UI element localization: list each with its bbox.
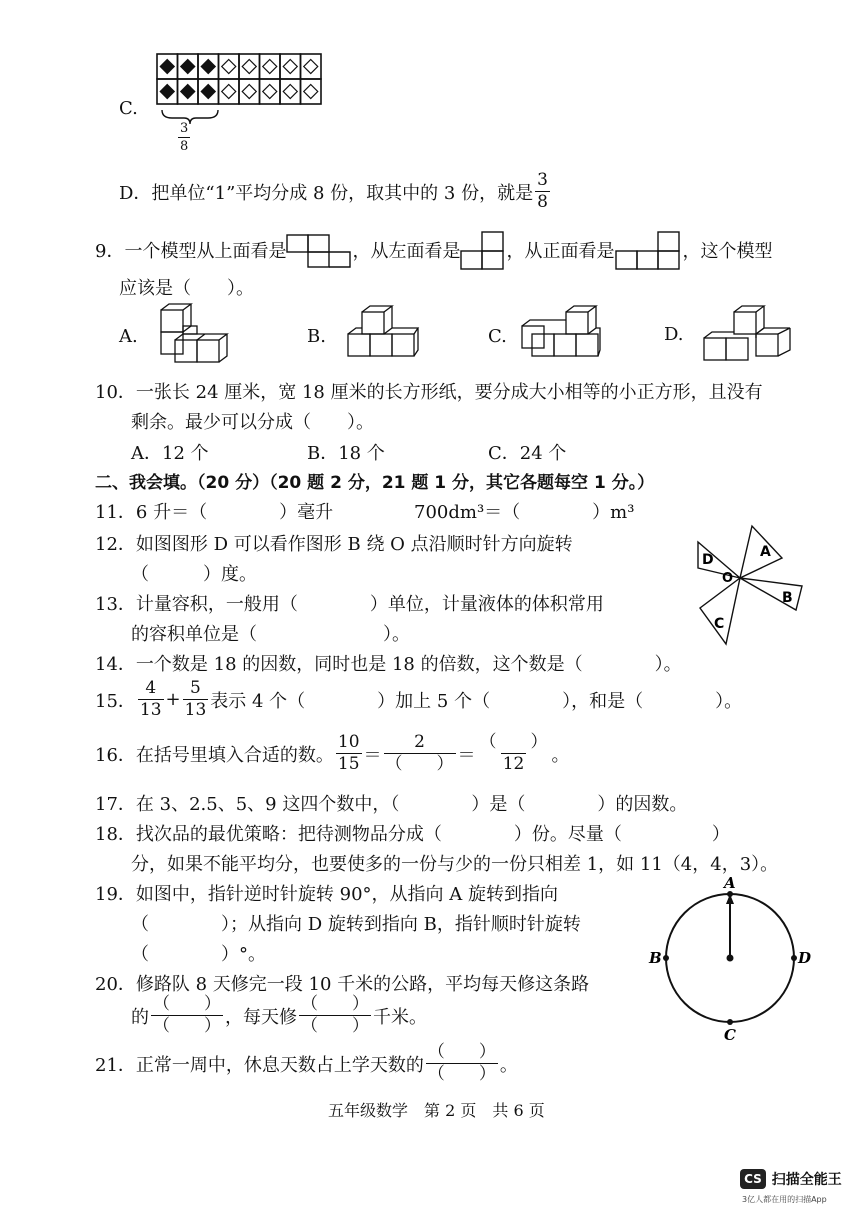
q8-option-c-grid bbox=[155, 52, 325, 110]
fraction-denominator-blank[interactable]: （ ） bbox=[301, 1016, 369, 1036]
fraction-numerator-blank[interactable]: （ ） bbox=[427, 1042, 496, 1062]
filled-diamond-icon bbox=[160, 85, 174, 99]
pinwheel-label-a: A bbox=[760, 544, 771, 560]
q12-line-1: 12．如图图形 D 可以看作图形 B 绕 O 点沿顺时针方向旋转 bbox=[95, 534, 573, 555]
filled-diamond-icon bbox=[201, 60, 215, 74]
q15-label: 15． bbox=[95, 690, 136, 712]
q11-part-a: 11．6 升＝（ ）毫升 bbox=[95, 502, 334, 523]
q9-option-a-label: A. bbox=[119, 326, 138, 347]
front-view-icon bbox=[614, 230, 682, 270]
page-footer: 五年级数学 第 2 页 共 6 页 bbox=[328, 1101, 545, 1120]
q10-line-1: 10．一张长 24 厘米，宽 18 厘米的长方形纸，要分成大小相等的小正方形，且没有 bbox=[95, 382, 763, 403]
q9-option-b-cubes bbox=[342, 300, 422, 366]
q16-fraction-2 bbox=[384, 734, 456, 773]
scanner-watermark bbox=[740, 1168, 842, 1189]
top-view-icon bbox=[286, 232, 352, 268]
q9-option-c-cubes bbox=[520, 300, 604, 366]
q9-text-2: ，从左面看是 bbox=[352, 241, 461, 262]
fraction-denominator: 12 bbox=[502, 754, 525, 774]
equals-sign: ＝ bbox=[457, 744, 476, 766]
q8-option-d-text: D．把单位“1”平均分成 8 份，取其中的 3 份，就是 bbox=[119, 182, 534, 204]
filled-diamond-icon bbox=[181, 60, 195, 74]
empty-diamond-icon bbox=[304, 60, 318, 74]
fraction-numerator: （ ） bbox=[479, 732, 548, 752]
empty-diamond-icon bbox=[283, 60, 297, 74]
q20-blank-fraction-1[interactable] bbox=[151, 996, 223, 1035]
q21-text: 21．正常一周中，休息天数占上学天数的 bbox=[95, 1054, 424, 1076]
q13-line-2: 的容积单位是（ ）。 bbox=[131, 624, 410, 645]
pinwheel-label-d: D bbox=[702, 552, 714, 568]
q15-text: 表示 4 个（ ）加上 5 个（ ），和是（ ）。 bbox=[210, 690, 743, 712]
q20-comma-text: ，每天修 bbox=[225, 1006, 297, 1028]
q19-line-1: 19．如图中，指针逆时针旋转 90°，从指向 A 旋转到指向 bbox=[95, 884, 558, 905]
empty-diamond-icon bbox=[283, 85, 297, 99]
equals-sign: ＝ bbox=[363, 744, 382, 766]
q16-label: 16．在括号里填入合适的数。 bbox=[95, 744, 334, 766]
q19-line-2: （ ）；从指向 D 旋转到指向 B，指针顺时针旋转 bbox=[131, 914, 581, 935]
q15-fraction-1 bbox=[138, 680, 164, 719]
left-view-icon bbox=[460, 230, 506, 270]
q9-text-1: 9．一个模型从上面看是 bbox=[95, 241, 287, 262]
dial-label-a: A bbox=[724, 874, 736, 892]
q21-question bbox=[95, 1044, 518, 1083]
pinwheel-figure bbox=[692, 520, 808, 648]
q21-end: 。 bbox=[499, 1054, 518, 1076]
q10-option-c: C．24 个 bbox=[488, 443, 567, 464]
fraction-denominator: 8 bbox=[180, 139, 189, 154]
q17-text: 17．在 3、2.5、5、9 这四个数中，（ ）是（ ）的因数。 bbox=[95, 794, 688, 815]
fraction-numerator-blank[interactable]: （ ） bbox=[301, 994, 369, 1014]
q10-line-2: 剩余。最少可以分成（ ）。 bbox=[131, 412, 374, 433]
q20-de: 的 bbox=[131, 1006, 149, 1028]
q16-fraction-3 bbox=[478, 734, 550, 773]
q8-option-d bbox=[119, 172, 552, 211]
dial-label-d: D bbox=[798, 949, 812, 967]
q8-c-fraction bbox=[178, 122, 190, 153]
fraction-denominator: （ ） bbox=[385, 754, 454, 774]
q16-fraction-1 bbox=[336, 734, 362, 773]
q15-question bbox=[95, 680, 742, 719]
empty-diamond-icon bbox=[242, 60, 256, 74]
fraction-denominator-blank[interactable]: （ ） bbox=[427, 1064, 496, 1084]
watermark-name: 扫描全能王 bbox=[771, 1172, 842, 1188]
dial-figure bbox=[645, 872, 815, 1044]
filled-diamond-icon bbox=[201, 85, 215, 99]
q11-part-b: 700dm³＝（ ）m³ bbox=[414, 502, 635, 523]
fraction-numerator: 5 bbox=[190, 678, 201, 698]
fraction-denominator: 8 bbox=[537, 192, 548, 212]
q12-line-2: （ ）度。 bbox=[131, 564, 257, 585]
q9-option-b-label: B. bbox=[307, 326, 326, 347]
q20-unit: 千米。 bbox=[373, 1006, 427, 1028]
q16-end: 。 bbox=[551, 744, 570, 766]
q20-blank-fraction-2[interactable] bbox=[299, 996, 371, 1035]
q9-text-3: ，从正面看是 bbox=[506, 241, 615, 262]
pinwheel-label-o: O bbox=[722, 571, 734, 586]
empty-diamond-icon bbox=[242, 85, 256, 99]
fraction-numerator: 3 bbox=[180, 121, 189, 136]
empty-diamond-icon bbox=[263, 60, 277, 74]
q9-option-c-label: C. bbox=[488, 326, 507, 347]
fraction-denominator: 13 bbox=[139, 700, 162, 720]
fraction-denominator-blank[interactable]: （ ） bbox=[153, 1016, 221, 1036]
q20-line-2 bbox=[131, 996, 427, 1035]
empty-diamond-icon bbox=[222, 85, 236, 99]
q14-text: 14．一个数是 18 的因数，同时也是 18 的倍数，这个数是（ ）。 bbox=[95, 654, 682, 675]
q10-option-a: A．12 个 bbox=[131, 443, 209, 464]
q19-line-3: （ ）°。 bbox=[131, 944, 266, 965]
q16-question bbox=[95, 734, 570, 773]
empty-diamond-icon bbox=[304, 85, 318, 99]
q9-option-a-cubes bbox=[155, 300, 235, 366]
fraction-numerator: 3 bbox=[537, 170, 548, 190]
q15-fraction-2 bbox=[183, 680, 209, 719]
fraction-numerator-blank[interactable]: （ ） bbox=[153, 994, 221, 1014]
fraction-denominator: 13 bbox=[184, 700, 207, 720]
q8-option-c-label: C. bbox=[119, 98, 138, 119]
q18-line-2: 分，如果不能平均分，也要使多的一份与少的一份只相差 1，如 11（4，4，3）。 bbox=[131, 854, 779, 875]
q8-d-fraction bbox=[535, 172, 550, 211]
q9-question bbox=[95, 230, 772, 270]
cs-logo-icon: CS bbox=[740, 1169, 766, 1189]
q9-text-4: ，这个模型 bbox=[682, 241, 773, 262]
q9-option-d-label: D. bbox=[664, 324, 684, 345]
q18-line-1: 18．找次品的最优策略：把待测物品分成（ ）份。尽量（ ） bbox=[95, 824, 730, 845]
dial-label-c: C bbox=[724, 1026, 736, 1044]
fraction-denominator: 15 bbox=[337, 754, 360, 774]
dial-label-b: B bbox=[649, 949, 662, 967]
empty-diamond-icon bbox=[222, 60, 236, 74]
pinwheel-label-b: B bbox=[782, 590, 793, 606]
q21-blank-fraction[interactable] bbox=[426, 1044, 498, 1083]
q20-line-1: 20．修路队 8 天修完一段 10 千米的公路，平均每天修这条路 bbox=[95, 974, 590, 995]
q9-line-2: 应该是（ ）。 bbox=[119, 278, 254, 299]
fraction-numerator: 10 bbox=[337, 732, 360, 752]
section-2-heading: 二、我会填。（20 分）（20 题 2 分，21 题 1 分，其它各题每空 1 分。） bbox=[95, 473, 655, 493]
filled-diamond-icon bbox=[160, 60, 174, 74]
plus-sign: + bbox=[165, 689, 181, 710]
pinwheel-label-c: C bbox=[714, 616, 725, 632]
fraction-numerator: 4 bbox=[145, 678, 157, 698]
watermark-tagline: 3亿人都在用的扫描App bbox=[742, 1195, 827, 1204]
q9-option-d-cubes bbox=[700, 300, 800, 366]
q13-line-1: 13．计量容积，一般用（ ）单位，计量液体的体积常用 bbox=[95, 594, 604, 615]
q10-option-b: B．18 个 bbox=[307, 443, 385, 464]
filled-diamond-icon bbox=[181, 85, 195, 99]
fraction-numerator: 2 bbox=[414, 732, 425, 752]
empty-diamond-icon bbox=[263, 85, 277, 99]
